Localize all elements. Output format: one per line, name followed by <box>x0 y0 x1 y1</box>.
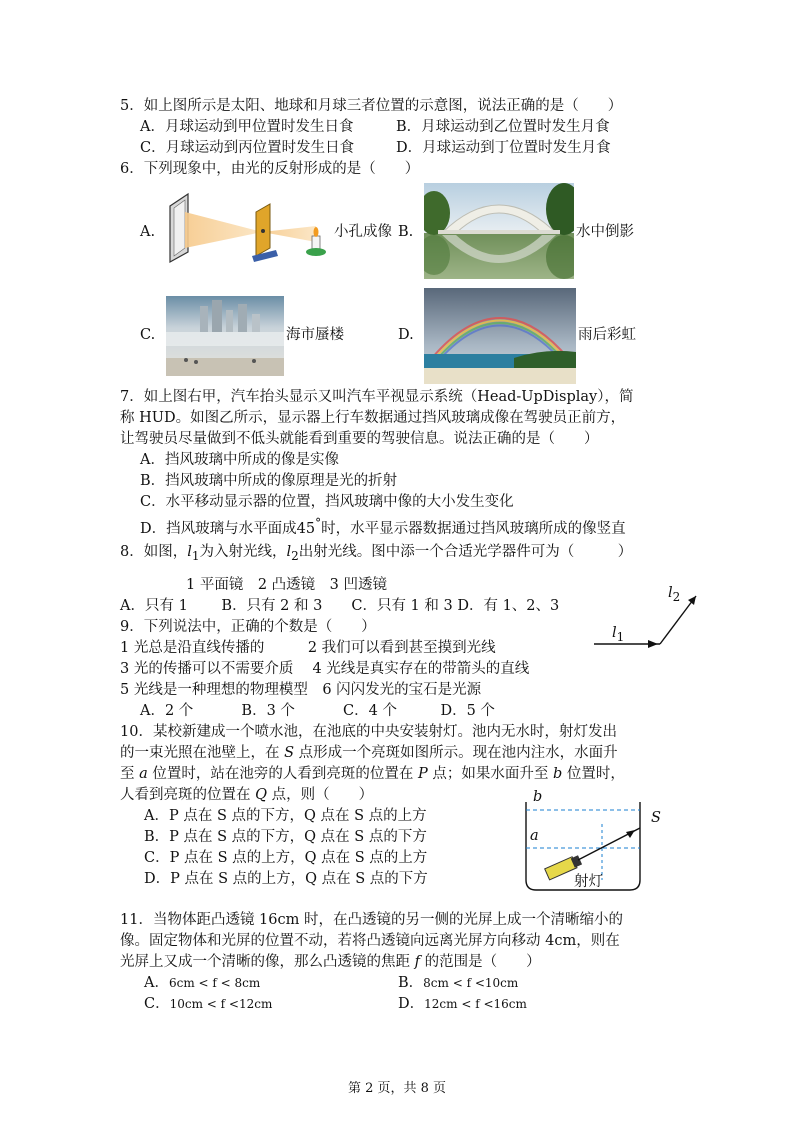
q7-line-3: 让驾驶员尽量做到不低头就能看到重要的驾驶信息。说法正确的是（ ） <box>120 431 599 447</box>
q11-option-a: A．6cm < f < 8cm <box>144 975 261 991</box>
q5-stem: 5．如上图所示是太阳、地球和月球三者位置的示意图，说法正确的是（ ） <box>120 98 623 114</box>
q10-line-1: 10．某校新建成一个喷水池，在池底的中央安装射灯。池内无水时，射灯发出 <box>120 724 617 740</box>
q11-line-2: 像。固定物体和光屏的位置不动，若将凸透镜向远离光屏方向移动 4cm，则在 <box>120 933 620 949</box>
q9-statement-1-2: 1 光总是沿直线传播的 2 我们可以看到甚至摸到光线 <box>120 640 496 656</box>
q6-option-b-caption: 水中倒影 <box>576 224 634 240</box>
q5-option-a: A．月球运动到甲位置时发生日食 <box>140 119 354 135</box>
q10-option-c: C．P 点在 S 点的上方，Q 点在 S 点的上方 <box>144 850 428 866</box>
pool-label-a: a <box>530 828 539 844</box>
q9-statement-3-4: 3 光的传播可以不需要介质 4 光线是真实存在的带箭头的直线 <box>120 661 530 677</box>
q6-stem: 6．下列现象中，由光的反射形成的是（ ） <box>120 161 420 177</box>
q6-option-c-caption: 海市蜃楼 <box>286 327 344 343</box>
q8-options: A．只有 1 B．只有 2 和 3 C．只有 1 和 3 D．有 1、2、3 <box>120 598 560 614</box>
q10-line-4: 人看到亮斑的位置在 Q 点，则（ ） <box>120 787 374 803</box>
pinhole-figure <box>166 192 332 264</box>
pool-label-b: b <box>533 789 543 805</box>
fig-label-l2: $l_2$ <box>668 585 681 604</box>
q10-line-2: 的一束光照在池壁上，在 S 点形成一个亮斑如图所示。现在池内注水，水面升 <box>120 745 618 761</box>
q6-option-c-letter: C. <box>140 327 156 343</box>
q11-option-b: B．8cm < f <10cm <box>398 975 519 991</box>
q10-option-b: B．P 点在 S 点的下方，Q 点在 S 点的下方 <box>144 829 427 845</box>
q7-option-b: B．挡风玻璃中所成的像原理是光的折射 <box>140 473 398 489</box>
q6-option-b-letter: B. <box>398 224 414 240</box>
q9-stem: 9．下列说法中，正确的个数是（ ） <box>120 619 376 635</box>
q8-items: 1 平面镜 2 凸透镜 3 凹透镜 <box>186 577 388 593</box>
q10-option-a: A．P 点在 S 点的下方，Q 点在 S 点的上方 <box>144 808 427 824</box>
q10-option-d: D．P 点在 S 点的上方，Q 点在 S 点的下方 <box>144 871 428 887</box>
rainbow-photo <box>424 288 576 384</box>
q5-option-d: D．月球运动到丁位置时发生月食 <box>396 140 611 156</box>
q5-option-b: B．月球运动到乙位置时发生月食 <box>396 119 610 135</box>
q7-option-d: D．挡风玻璃与水平面成45°时，水平显示器数据通过挡风玻璃所成的像竖直 <box>140 516 626 537</box>
q7-option-a: A．挡风玻璃中所成的像是实像 <box>140 452 339 468</box>
fig-label-l1: $l_1$ <box>612 625 625 644</box>
mirage-photo <box>166 296 284 376</box>
q5-option-c: C．月球运动到丙位置时发生日食 <box>140 140 355 156</box>
q11-option-c: C．10cm < f <12cm <box>144 996 273 1012</box>
q7-option-c: C．水平移动显示器的位置，挡风玻璃中像的大小发生变化 <box>140 494 514 510</box>
q6-option-d-letter: D. <box>398 327 414 343</box>
q9-statement-5-6: 5 光线是一种理想的物理模型 6 闪闪发光的宝石是光源 <box>120 682 482 698</box>
q10-line-3: 至 a 位置时，站在池旁的人看到亮斑的位置在 P 点；如果水面升至 b 位置时， <box>120 766 625 782</box>
page-footer: 第 2 页，共 8 页 <box>347 1081 447 1096</box>
q9-options: A．2 个 B．3 个 C．4 个 D．5 个 <box>140 703 495 719</box>
q6-option-a-caption: 小孔成像 <box>334 224 392 240</box>
q7-line-2: 称 HUD。如图乙所示，显示器上行车数据通过挡风玻璃成像在驾驶员正前方， <box>120 410 626 426</box>
bridge-reflection-photo <box>424 183 574 279</box>
q11-line-1: 11．当物体距凸透镜 16cm 时，在凸透镜的另一侧的光屏上成一个清晰缩小的 <box>120 912 623 928</box>
q11-line-3: 光屏上又成一个清晰的像，那么凸透镜的焦距 f 的范围是（ ） <box>120 954 541 970</box>
pool-label-lamp: 射灯 <box>574 874 603 890</box>
q8-stem: 8．如图，$l_1$为入射光线，$l_2$出射光线。图中添一个合适光学器件可为（ ） <box>120 544 633 563</box>
q11-option-d: D．12cm < f <16cm <box>398 996 527 1012</box>
q6-option-a-letter: A. <box>140 224 156 240</box>
pool-label-s: S <box>651 810 661 826</box>
q7-line-1: 7．如上图右甲，汽车抬头显示又叫汽车平视显示系统（Head-UpDisplay），简 <box>120 389 634 405</box>
light-ray-figure <box>588 580 708 660</box>
q6-option-d-caption: 雨后彩虹 <box>578 327 636 343</box>
